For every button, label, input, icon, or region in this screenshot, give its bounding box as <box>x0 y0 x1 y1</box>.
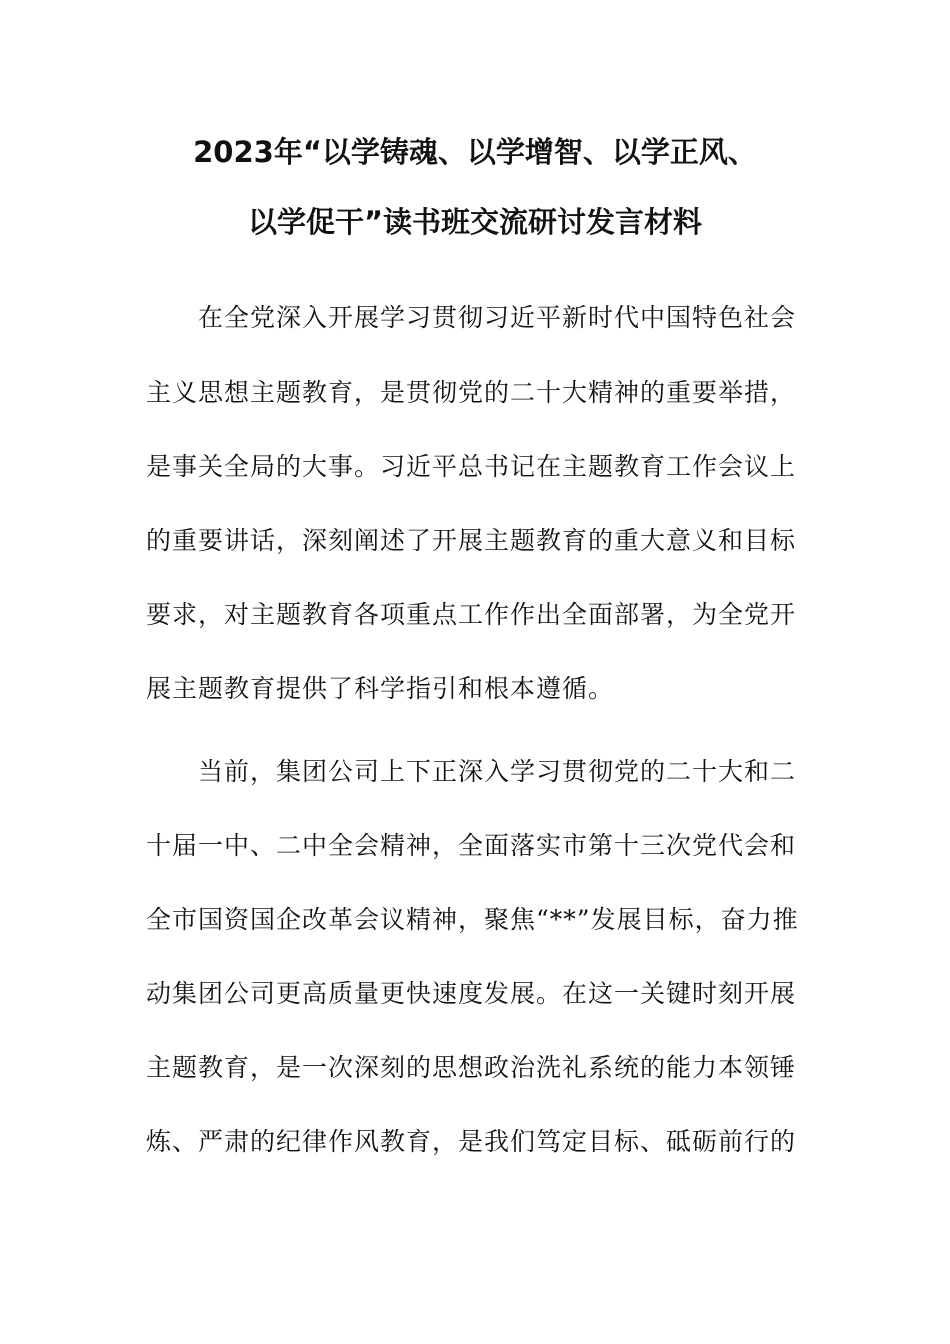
paragraph-1-line-6: 展主题教育提供了科学指引和根本遵循。 <box>146 674 615 703</box>
paragraph-2-line-3: 全市国资国企改革会议精神，聚焦“**”发展目标，奋力推 <box>146 905 799 934</box>
paragraph-1-line-4: 的重要讲话，深刻阐述了开展主题教育的重大意义和目标 <box>146 526 797 555</box>
document-title-line-1: 2023年“以学铸魂、以学增智、以学正风、 <box>193 135 757 169</box>
paragraph-2-line-5: 主题教育，是一次深刻的思想政治洗礼系统的能力本领锤 <box>146 1053 797 1082</box>
paragraph-1-line-3: 是事关全局的大事。习近平总书记在主题教育工作会议上 <box>146 452 797 481</box>
paragraph-2-line-4: 动集团公司更高质量更快速度发展。在这一关键时刻开展 <box>146 979 797 1008</box>
paragraph-2-line-6: 炼、严肃的纪律作风教育，是我们笃定目标、砥砺前行的 <box>146 1127 797 1156</box>
paragraph-2-line-1: 当前，集团公司上下正深入学习贯彻党的二十大和二 <box>198 757 797 786</box>
paragraph-1-line-2: 主义思想主题教育，是贯彻党的二十大精神的重要举措， <box>146 378 797 407</box>
document-title-line-2: 以学促干”读书班交流研讨发言材料 <box>247 205 703 239</box>
paragraph-2-line-2: 十届一中、二中全会精神，全面落实市第十三次党代会和 <box>146 831 797 860</box>
paragraph-1-line-5: 要求，对主题教育各项重点工作作出全面部署，为全党开 <box>146 600 797 629</box>
paragraph-1-line-1: 在全党深入开展学习贯彻习近平新时代中国特色社会 <box>198 303 797 332</box>
